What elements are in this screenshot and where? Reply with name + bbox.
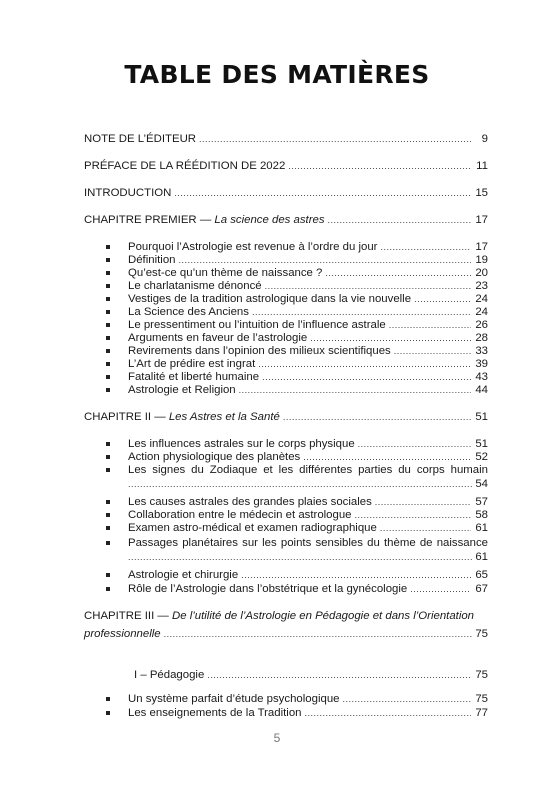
bullet-icon xyxy=(106,310,110,314)
toc-item[interactable] xyxy=(128,357,488,371)
toc-entry-label: INTRODUCTION xyxy=(84,187,172,199)
toc-entry-label: PRÉFACE DE LA RÉÉDITION DE 2022 xyxy=(84,160,286,172)
leader-dots xyxy=(310,331,471,345)
bullet-icon xyxy=(106,284,110,288)
toc-item-label: La Science des Anciens xyxy=(128,306,249,318)
toc-item[interactable] xyxy=(128,692,488,706)
toc-item-label: Les enseignements de la Tradition xyxy=(128,707,302,719)
toc-item[interactable] xyxy=(128,253,488,267)
leader-dots xyxy=(241,568,471,582)
toc-item-label: Définition xyxy=(128,254,176,266)
bullet-icon xyxy=(106,513,110,517)
toc-entry-page: 11 xyxy=(476,160,488,172)
chapter-prefix: CHAPITRE II — xyxy=(84,411,169,423)
toc-item[interactable] xyxy=(128,521,488,535)
toc-item-page: 20 xyxy=(475,267,488,279)
toc-item[interactable] xyxy=(128,582,488,596)
bullet-icon xyxy=(106,258,110,262)
chapter-title-line1: De l’utilité de l’Astrologie en Pédagogie et dans l’Orientation xyxy=(171,610,475,622)
toc-item[interactable] xyxy=(128,318,488,332)
toc-item-label: Les influences astrales sur le corps physique xyxy=(128,438,355,450)
bullet-icon xyxy=(106,323,110,327)
bullet-icon xyxy=(106,697,110,701)
leader-dots xyxy=(355,508,471,522)
bullet-icon xyxy=(106,573,110,577)
toc-item[interactable] xyxy=(128,706,488,720)
toc-entry-introduction[interactable] xyxy=(84,186,488,200)
chapter-title: Les Astres et la Santé xyxy=(168,411,280,423)
leader-dots xyxy=(265,279,471,293)
toc-item[interactable] xyxy=(128,279,488,293)
toc-entry-page: 9 xyxy=(481,133,488,145)
toc-item-wrapped[interactable] xyxy=(128,463,488,491)
leader-dots xyxy=(252,305,471,319)
bullet-icon xyxy=(106,271,110,275)
toc-item-page: 39 xyxy=(475,358,488,370)
bullet-icon xyxy=(106,245,110,249)
toc-entry-page: 75 xyxy=(475,669,488,681)
toc-item-page: 58 xyxy=(475,509,488,521)
leader-dots xyxy=(375,495,471,509)
toc-item-label: Astrologie et Religion xyxy=(128,384,236,396)
toc-entry-page: 51 xyxy=(475,411,488,423)
toc-chapter-label xyxy=(84,410,280,424)
toc-item-page: 33 xyxy=(475,345,488,357)
toc-item-page: 43 xyxy=(475,371,488,383)
toc-item-page: 17 xyxy=(475,241,488,253)
toc-chapter-label xyxy=(84,607,488,625)
toc-entry-page: 75 xyxy=(475,628,488,640)
leader-dots xyxy=(325,266,471,280)
toc-entry-note-editeur[interactable] xyxy=(84,132,488,146)
toc-item-page: 24 xyxy=(475,293,488,305)
leader-dots xyxy=(207,668,471,682)
bullet-icon xyxy=(106,468,110,472)
toc-item[interactable] xyxy=(128,495,488,509)
bullet-icon xyxy=(106,526,110,530)
toc-item-page: 67 xyxy=(475,583,488,595)
toc-item-label: Collaboration entre le médecin et astrologue xyxy=(128,509,352,521)
bullet-icon xyxy=(106,336,110,340)
toc-item-label: Vestiges de la tradition astrologique dans la vie nouvelle xyxy=(128,293,412,305)
toc-item-page: 23 xyxy=(475,280,488,292)
toc-item-page: 51 xyxy=(475,438,488,450)
toc-item-label: Les signes du Zodiaque et les différentes parties du corps humain xyxy=(128,464,488,476)
toc-item-label: Qu’est-ce qu’un thème de naissance ? xyxy=(128,267,323,279)
bullet-icon xyxy=(106,362,110,366)
chapter-prefix: CHAPITRE III — xyxy=(84,610,172,622)
toc-item-page: 61 xyxy=(475,522,488,534)
toc-item-page: 28 xyxy=(475,332,488,344)
bullet-icon xyxy=(106,388,110,392)
bullet-icon xyxy=(106,711,110,715)
toc-item[interactable] xyxy=(128,344,488,358)
toc-chapter-2[interactable] xyxy=(84,410,488,424)
bullet-icon xyxy=(106,455,110,459)
leader-dots xyxy=(380,240,471,254)
page-title: TABLE DES MATIÈRES xyxy=(124,60,430,89)
bullet-icon xyxy=(106,297,110,301)
toc-item-label: Le charlatanisme dénoncé xyxy=(128,280,262,292)
toc-section-label: I – Pédagogie xyxy=(134,669,205,681)
toc-item-page: 19 xyxy=(475,254,488,266)
bullet-icon xyxy=(106,500,110,504)
leader-dots xyxy=(164,625,473,643)
toc-item-page: 24 xyxy=(475,306,488,318)
toc-item-page: 26 xyxy=(475,319,488,331)
toc-item-label: Passages planétaires sur les points sensibles du thème de naissance xyxy=(128,537,488,549)
toc-chapter-3[interactable] xyxy=(84,607,488,643)
chapter-title: La science des astres xyxy=(214,214,325,226)
toc-chapter-label xyxy=(84,213,325,227)
toc-item[interactable] xyxy=(128,508,488,522)
toc-section-pedagogie[interactable] xyxy=(134,668,488,682)
toc-entry-page: 15 xyxy=(475,187,488,199)
bullet-icon xyxy=(106,541,110,545)
leader-dots xyxy=(174,186,471,200)
toc-item-label: Pourquoi l’Astrologie est revenue à l’ordre du jour xyxy=(128,241,378,253)
leader-dots xyxy=(262,370,471,384)
leader-dots xyxy=(283,410,471,424)
toc-item[interactable] xyxy=(128,383,488,397)
leader-dots xyxy=(303,450,471,464)
bullet-icon xyxy=(106,349,110,353)
toc-item-label: Les causes astrales des grandes plaies sociales xyxy=(128,496,372,508)
toc-item-page: 52 xyxy=(475,451,488,463)
toc-item-label: Fatalité et liberté humaine xyxy=(128,371,260,383)
toc-entry-preface[interactable] xyxy=(84,159,488,173)
page-number: 5 xyxy=(273,731,281,745)
leader-dots xyxy=(389,318,471,332)
toc-item-wrapped[interactable] xyxy=(128,536,488,564)
toc-item-page: 44 xyxy=(475,384,488,396)
toc-item-label: Rôle de l’Astrologie dans l’obstétrique et la gynécologie xyxy=(128,583,408,595)
bullet-icon xyxy=(106,375,110,379)
toc-item-label: L’Art de prédire est ingrat xyxy=(128,358,256,370)
leader-dots xyxy=(128,477,472,491)
leader-dots xyxy=(199,132,471,146)
leader-dots xyxy=(179,253,472,267)
toc-item-page: 75 xyxy=(475,693,488,705)
toc-item-page: 65 xyxy=(475,569,488,581)
toc-item[interactable] xyxy=(128,450,488,464)
leader-dots xyxy=(342,692,471,706)
leader-dots xyxy=(358,437,471,451)
leader-dots xyxy=(410,582,471,596)
leader-dots xyxy=(328,213,471,227)
toc-entry-page: 17 xyxy=(475,214,488,226)
bullet-icon xyxy=(106,587,110,591)
toc-item-label: Revirements dans l’opinion des milieux scientifiques xyxy=(128,345,391,357)
chapter-prefix: CHAPITRE PREMIER — xyxy=(84,214,215,226)
toc-item-page: 54 xyxy=(475,478,488,490)
toc-item[interactable] xyxy=(128,568,488,582)
toc-item[interactable] xyxy=(128,266,488,280)
toc-item[interactable] xyxy=(128,292,488,306)
toc-item[interactable] xyxy=(128,331,488,345)
toc-item-label: Action physiologique des planètes xyxy=(128,451,301,463)
leader-dots xyxy=(394,344,471,358)
leader-dots xyxy=(380,521,471,535)
toc-item[interactable] xyxy=(128,370,488,384)
leader-dots xyxy=(288,159,471,173)
toc-item[interactable] xyxy=(128,305,488,319)
toc-item-label: Un système parfait d’étude psychologique xyxy=(128,693,340,705)
toc-item[interactable] xyxy=(128,437,488,451)
toc-item-label: Le pressentiment ou l’intuition de l’influence astrale xyxy=(128,319,386,331)
toc-item-label: Astrologie et chirurgie xyxy=(128,569,239,581)
bullet-icon xyxy=(106,442,110,446)
leader-dots xyxy=(414,292,471,306)
toc-item-page: 77 xyxy=(475,707,488,719)
toc-item[interactable] xyxy=(128,240,488,254)
leader-dots xyxy=(128,550,472,564)
toc-item-page: 61 xyxy=(475,551,488,563)
toc-chapter-leader-line xyxy=(84,625,488,643)
toc-item-label: Arguments en faveur de l’astrologie xyxy=(128,332,308,344)
chapter-title-line2: professionnelle xyxy=(84,628,161,640)
toc-chapter-1[interactable] xyxy=(84,213,488,227)
toc-item-leader-line xyxy=(128,477,488,491)
leader-dots xyxy=(305,706,471,720)
toc-item-page: 57 xyxy=(475,496,488,508)
toc-item-leader-line xyxy=(128,550,488,564)
toc-item-label: Examen astro-médical et examen radiographique xyxy=(128,522,377,534)
leader-dots xyxy=(258,357,471,371)
toc-entry-label: NOTE DE L’ÉDITEUR xyxy=(84,133,197,145)
leader-dots xyxy=(239,383,471,397)
